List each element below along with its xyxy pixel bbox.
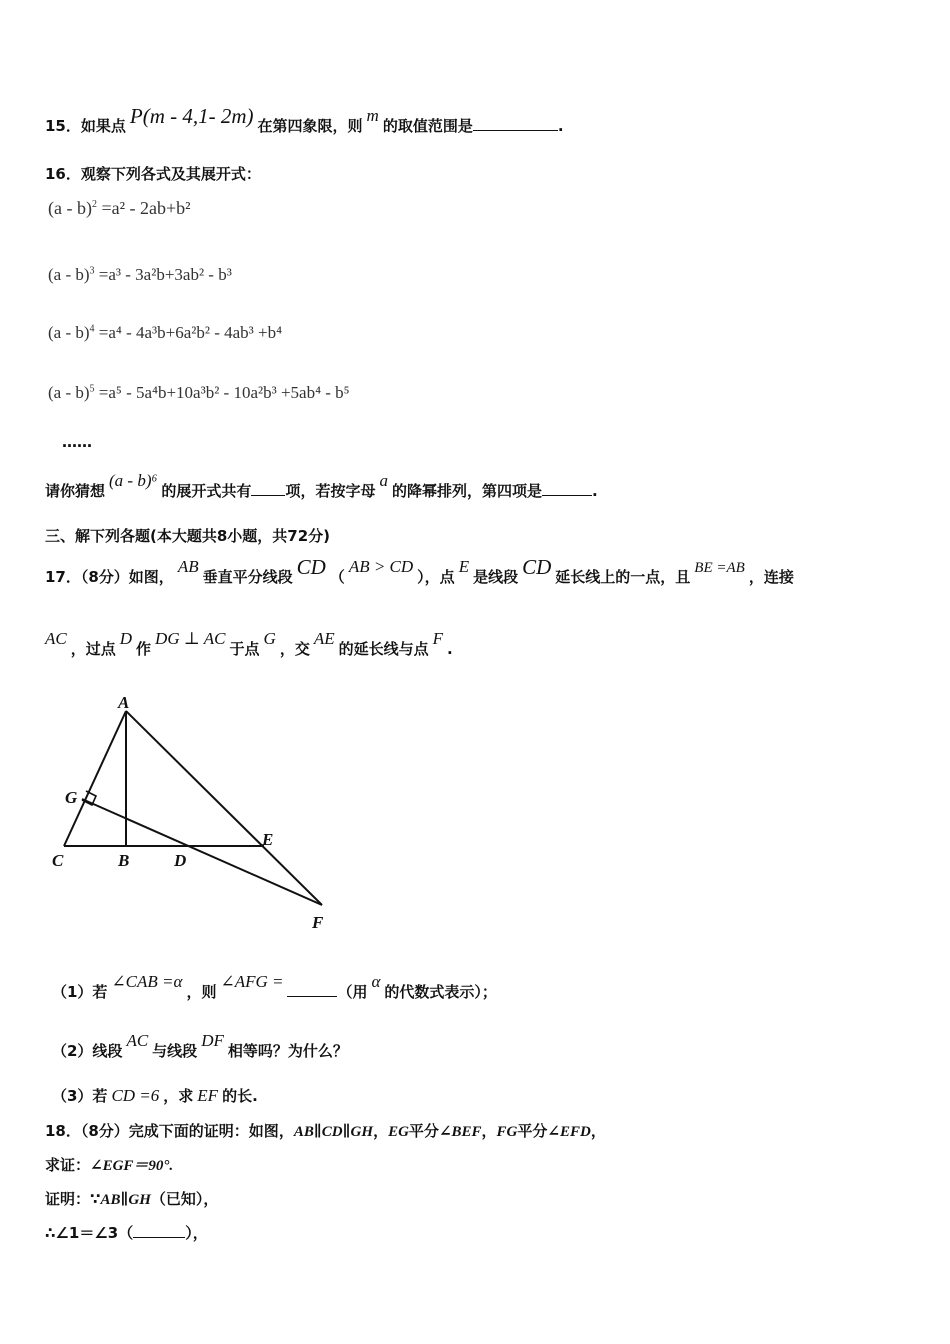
q18-proof-line	[45, 1188, 910, 1209]
q15-text-pre: 如果点	[80, 117, 126, 135]
q17-p1-mid: ，则	[186, 983, 217, 1001]
q17-be: BE =AB	[694, 560, 745, 576]
q15-var: m	[366, 106, 379, 125]
seg-af	[126, 711, 322, 905]
q17-p1-blank[interactable]	[287, 982, 337, 997]
q17-cd: CD	[296, 555, 326, 579]
q17-ac: AC	[45, 629, 67, 648]
q17-part-2	[52, 1031, 910, 1061]
q17-p3-cond: CD =6	[111, 1086, 160, 1105]
q17-line-2	[45, 629, 910, 659]
q15-text-post: 的取值范围是	[382, 117, 473, 135]
q18-line-1	[45, 1120, 910, 1141]
q16-ask-end: .	[591, 482, 598, 500]
q16-ask-mid2: 项，若按字母	[285, 482, 376, 500]
q17-p1-mid2: （用	[337, 983, 368, 1001]
q18-number: 18．（8分）完成下面的证明：如图，	[45, 1122, 294, 1140]
q18-t5: ，	[590, 1122, 606, 1140]
q16-ask-line	[45, 471, 910, 501]
q17-t2: （	[329, 568, 345, 586]
q17-t7: ，过点	[70, 640, 116, 658]
q16-ellipsis: ……	[62, 433, 92, 451]
q15-answer-blank[interactable]	[473, 116, 558, 131]
q18-fg: FG	[496, 1124, 518, 1140]
q16-formula-2: (a - b)$^2$ =a² - 2ab+b²	[48, 198, 191, 218]
q17-dg: DG ⊥ AC	[155, 629, 226, 648]
q17-p1-post: 的代数式表示）；	[384, 983, 497, 1001]
q18-therefore-post: ），	[185, 1224, 208, 1242]
q17-d: D	[119, 629, 133, 648]
q17-p1-pre: （1）若	[52, 983, 108, 1001]
q15-number: 15．	[45, 117, 81, 135]
label-e: E	[262, 830, 274, 849]
q18-reason-blank[interactable]	[133, 1223, 185, 1238]
q17-ab: AB	[177, 557, 199, 576]
q17-p2-ac: AC	[126, 1031, 149, 1050]
label-f: F	[312, 913, 324, 932]
q15-end: .	[557, 117, 564, 135]
q16-blank-count[interactable]	[251, 481, 285, 496]
label-a: A	[118, 693, 130, 712]
q17-p1-var: α	[371, 972, 381, 991]
q16-ask-pre: 请你猜想	[45, 482, 106, 500]
q18-bef: ∠BEF	[438, 1124, 482, 1140]
q17-t5: 延长线上的一点，且	[555, 568, 691, 586]
label-g: G	[65, 788, 78, 807]
q17-number: 17．（8分）如图，	[45, 568, 174, 586]
q18-efd: ∠EFD	[547, 1124, 591, 1140]
q16-ask-mid: 的展开式共有	[161, 482, 252, 500]
q18-prove-pre: 求证：	[45, 1156, 91, 1174]
q17-t1: 垂直平分线段	[202, 568, 293, 586]
label-b: B	[118, 851, 130, 870]
q17-t3: ），点	[417, 568, 455, 586]
q17-part-3	[52, 1085, 910, 1106]
q16-formula-5: (a - b)$^5$ =a⁵ - 5a⁴b+10a³b² - 10a²b³ +5ab⁴ - b⁵	[48, 383, 350, 402]
q17-ae: AE	[313, 629, 335, 648]
q18-prove-line	[45, 1154, 910, 1175]
label-c: C	[52, 851, 64, 870]
q18-t1: ，	[373, 1122, 389, 1140]
q17-t10: ，交	[279, 640, 310, 658]
q17-figure	[40, 690, 360, 940]
q18-proof-pre: 证明：∵	[45, 1190, 101, 1208]
q16-formula-4: (a - b)$^4$ =a⁴ - 4a³b+6a²b² - 4ab³ +b⁴	[48, 323, 283, 342]
q17-p3-mid: ，求	[163, 1087, 194, 1105]
q17-g: G	[263, 629, 276, 648]
q17-cd2: CD	[522, 555, 552, 579]
q18-therefore-line	[45, 1222, 910, 1243]
q17-p1-cond: ∠CAB =α	[111, 972, 183, 991]
q17-f: F	[432, 629, 444, 648]
q18-eg: EG	[388, 1124, 409, 1140]
q17-t8: 作	[136, 640, 152, 658]
q18-t2: 平分	[408, 1122, 439, 1140]
q17-p2-post: 相等吗？为什么？	[227, 1042, 348, 1060]
q18-t4: 平分	[517, 1122, 548, 1140]
q15-text-mid: 在第四象限，则	[257, 117, 363, 135]
q16-ask-post: 的降幂排列，第四项是	[391, 482, 542, 500]
q15-line	[45, 104, 910, 137]
section3-heading: 三、解下列各题(本大题共8小题，共72分)	[45, 527, 331, 545]
q18-prove: ∠EGF＝90°.	[90, 1158, 174, 1174]
q17-t11: 的延长线与点	[338, 640, 429, 658]
q17-p2-mid: 与线段	[152, 1042, 198, 1060]
q17-part-1	[52, 972, 910, 1002]
label-d: D	[174, 851, 187, 870]
q17-t12: .	[447, 640, 453, 658]
q17-p3-post: 的长.	[222, 1087, 258, 1105]
q17-p2-pre: （2）线段	[52, 1042, 123, 1060]
q16-blank-fourth-term[interactable]	[542, 481, 592, 496]
q16-ask-expr: (a - b)⁶	[109, 471, 158, 490]
q17-p2-df: DF	[201, 1031, 224, 1050]
q17-p3-var: EF	[197, 1086, 219, 1105]
q18-cond: AB∥CD∥GH	[293, 1124, 374, 1140]
q18-therefore: ∴∠1＝∠3（	[45, 1224, 134, 1242]
q16-ask-var: a	[379, 471, 388, 490]
q17-cond: AB > CD	[348, 557, 414, 576]
q15-point: P(m - 4,1- 2m)	[129, 104, 254, 128]
q16-title: 16．观察下列各式及其展开式：	[45, 165, 261, 183]
seg-ca	[64, 711, 126, 846]
q18-t3: ，	[481, 1122, 497, 1140]
q17-p3-pre: （3）若	[52, 1087, 108, 1105]
q17-e: E	[458, 557, 470, 576]
q17-t9: 于点	[229, 640, 260, 658]
q18-proof1-post: （已知），	[150, 1190, 219, 1208]
q17-p1-question: ∠AFG =	[220, 972, 284, 991]
q16-formula-3: (a - b)$^3$ =a³ - 3a²b+3ab² - b³	[48, 265, 232, 284]
q17-t6: ，连接	[748, 568, 794, 586]
q17-line-1	[45, 555, 910, 588]
q17-t4: 是线段	[473, 568, 519, 586]
q18-proof1: AB∥GH	[100, 1192, 151, 1208]
